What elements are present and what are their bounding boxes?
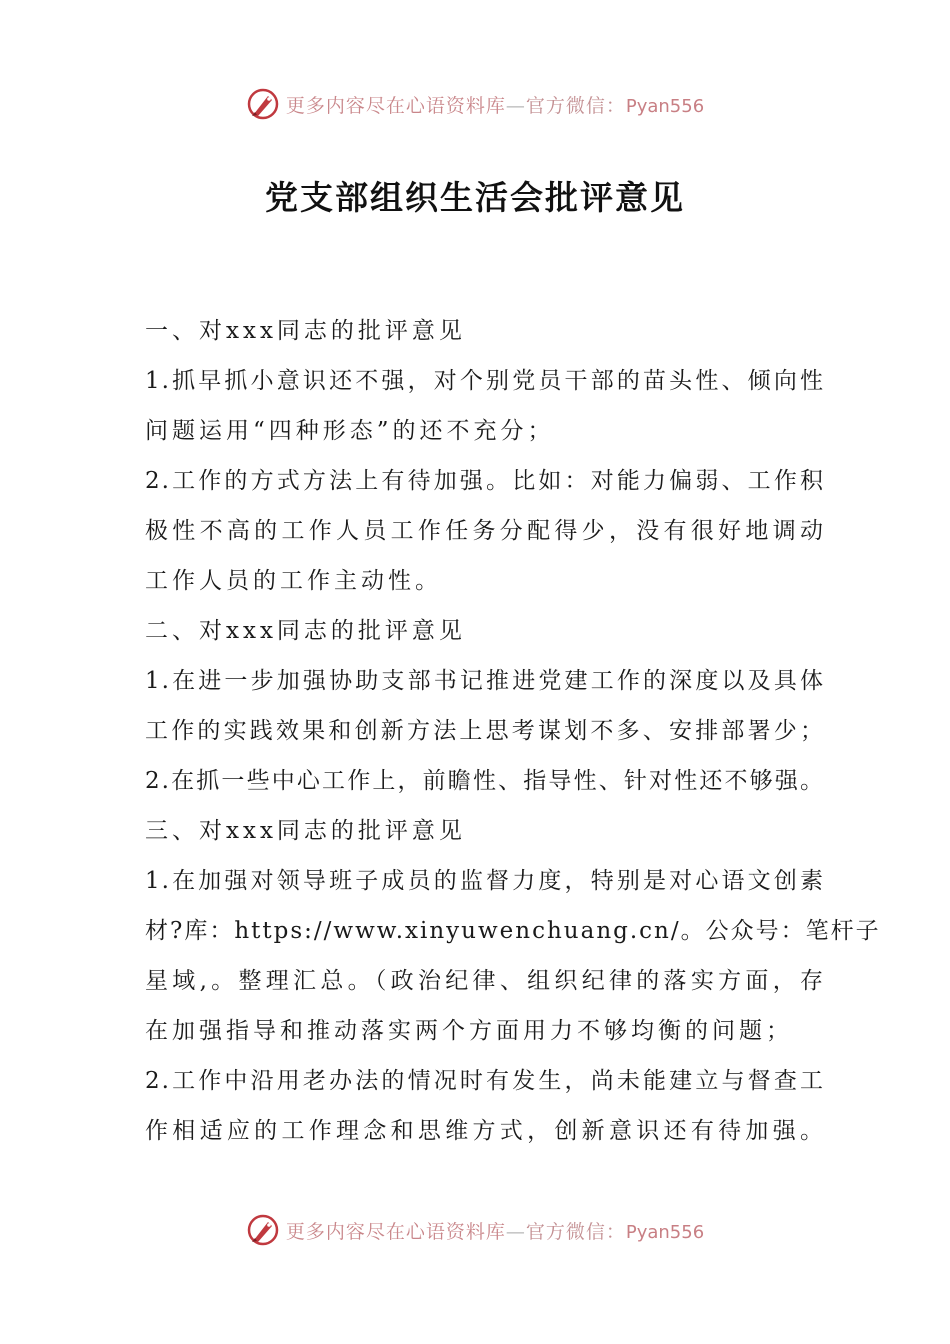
- body-line: 星域,。整理汇总。（政治纪律、组织纪律的落实方面，存: [145, 968, 825, 994]
- section-heading: 二、对xxx同志的批评意见: [145, 618, 466, 644]
- body-line: 1.抓早抓小意识还不强，对个别党员干部的苗头性、倾向性: [145, 368, 825, 394]
- footer-banner-text: [286, 1217, 704, 1244]
- header-banner-text: [286, 91, 704, 118]
- body-line: 材?库：https://www.xinyuwenchuang.cn/。公众号：笔杆子: [145, 918, 881, 944]
- body-line: 在加强指导和推动落实两个方面用力不够均衡的问题；: [145, 1018, 793, 1044]
- header-banner-wechat-id: Pyan556: [625, 95, 705, 117]
- body-line: 2.工作的方式方法上有待加强。比如：对能力偏弱、工作积: [145, 468, 825, 494]
- body-line: 极性不高的工作人员工作任务分配得少，没有很好地调动: [145, 518, 825, 544]
- header-banner-slogan: 更多内容尽在心语资料库: [285, 94, 506, 117]
- body-line: 工作人员的工作主动性。: [145, 568, 442, 594]
- footer-banner: [0, 1210, 950, 1250]
- header-banner-separator: —: [505, 94, 526, 117]
- footer-banner-slogan: 更多内容尽在心语资料库: [285, 1220, 506, 1243]
- pen-nib-logo-icon: [246, 1213, 280, 1247]
- body-line: 2.工作中沿用老办法的情况时有发生，尚未能建立与督查工: [145, 1068, 825, 1094]
- section-heading: 一、对xxx同志的批评意见: [145, 318, 466, 344]
- footer-banner-separator: —: [505, 1220, 526, 1243]
- document-body: [145, 306, 881, 1156]
- body-line: 问题运用“四种形态”的还不充分；: [145, 418, 555, 444]
- body-line: 2.在抓一些中心工作上，前瞻性、指导性、针对性还不够强。: [145, 768, 825, 794]
- header-banner-wechat-label: 官方微信：: [525, 94, 626, 117]
- body-line: 1.在加强对领导班子成员的监督力度，特别是对心语文创素: [145, 868, 825, 894]
- pen-nib-logo-icon: [246, 87, 280, 121]
- header-banner: [0, 84, 950, 124]
- document-title: 党支部组织生活会批评意见: [265, 178, 685, 217]
- body-line: 工作的实践效果和创新方法上思考谋划不多、安排部署少；: [145, 718, 825, 744]
- footer-banner-wechat-label: 官方微信：: [525, 1220, 626, 1243]
- body-line: 1.在进一步加强协助支部书记推进党建工作的深度以及具体: [145, 668, 825, 694]
- section-heading: 三、对xxx同志的批评意见: [145, 818, 466, 844]
- body-line: 作相适应的工作理念和思维方式，创新意识还有待加强。: [145, 1118, 825, 1144]
- footer-banner-wechat-id: Pyan556: [625, 1221, 705, 1243]
